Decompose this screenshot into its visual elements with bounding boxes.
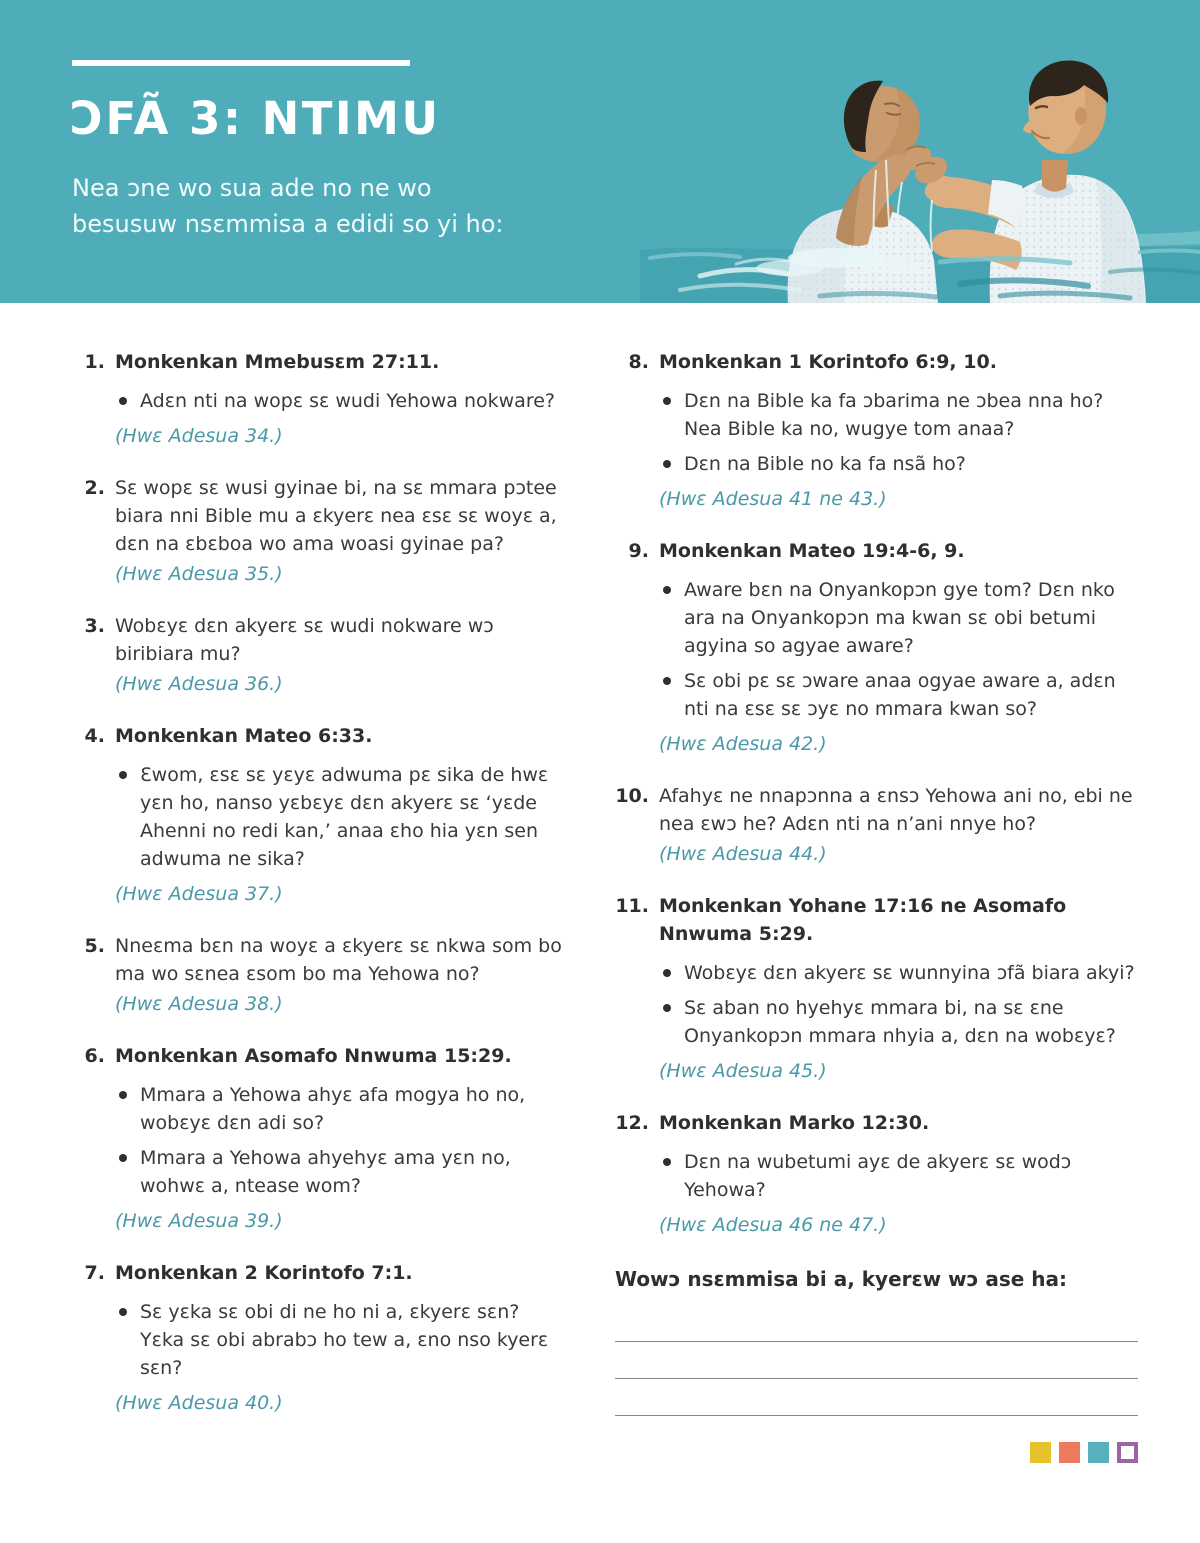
questions-area bbox=[0, 303, 1200, 1463]
bullet-text: Wobɛyɛ dɛn akyerɛ sɛ wunnyina ɔfã biara akyi? bbox=[684, 962, 1135, 984]
study-reference: (Hwɛ Adesua 42.) bbox=[659, 733, 827, 755]
bullet-icon bbox=[119, 771, 127, 779]
question-title: Monkenkan Mateo 19:4-6, 9. bbox=[659, 540, 965, 562]
study-reference: (Hwɛ Adesua 44.) bbox=[659, 843, 827, 865]
question-9 bbox=[615, 537, 1138, 758]
question-bullet bbox=[115, 387, 565, 415]
page-title: ƆFÃ 3: NTIMU bbox=[70, 92, 441, 145]
question-number: 7. bbox=[84, 1262, 105, 1284]
color-swatch-teal bbox=[1088, 1442, 1109, 1463]
bullet-text: Sɛ aban no hyehyɛ mmara bi, na sɛ ɛne Onyankopɔn mmara nhyia a, dɛn na wobɛyɛ? bbox=[684, 997, 1116, 1047]
study-reference: (Hwɛ Adesua 45.) bbox=[659, 1060, 827, 1082]
subtitle-line-2: besusuw nsɛmmisa a edidi so yi ho: bbox=[72, 210, 504, 238]
color-swatch-coral bbox=[1059, 1442, 1080, 1463]
study-reference: (Hwɛ Adesua 39.) bbox=[115, 1210, 283, 1232]
bullet-icon bbox=[119, 397, 127, 405]
question-bullet bbox=[115, 1081, 565, 1137]
question-number: 6. bbox=[84, 1045, 105, 1067]
question-bullet bbox=[115, 761, 565, 873]
question-text: Nneɛma bɛn na woyɛ a ɛkyerɛ sɛ nkwa som bo ma wo sɛnea ɛsom bo ma Yehowa no? bbox=[115, 935, 562, 985]
question-bullet bbox=[659, 576, 1138, 660]
question-2 bbox=[71, 474, 565, 588]
bullet-text: Aware bɛn na Onyankopɔn gye tom? Dɛn nko ara na Onyankopɔn ma kwan sɛ obi betumi agyina so agyae aware? bbox=[684, 579, 1115, 657]
lesson-color-swatches bbox=[615, 1442, 1138, 1463]
question-7 bbox=[71, 1259, 565, 1417]
question-title: Monkenkan Mateo 6:33. bbox=[115, 725, 373, 747]
question-number: 3. bbox=[84, 615, 105, 637]
question-bullet bbox=[659, 450, 1138, 478]
study-reference: (Hwɛ Adesua 46 ne 47.) bbox=[659, 1214, 887, 1236]
study-reference: (Hwɛ Adesua 41 ne 43.) bbox=[659, 488, 887, 510]
question-bullet bbox=[115, 1298, 565, 1382]
question-bullet bbox=[659, 994, 1138, 1050]
bullet-icon bbox=[119, 1308, 127, 1316]
write-prompt: Wowɔ nsɛmmisa bi a, kyerɛw wɔ ase ha: bbox=[615, 1267, 1068, 1291]
answer-line[interactable] bbox=[615, 1305, 1138, 1342]
bullet-text: Mmara a Yehowa ahyehyɛ ama yɛn no, wohwɛ a, ntease wom? bbox=[140, 1147, 511, 1197]
bullet-icon bbox=[119, 1154, 127, 1162]
question-1 bbox=[71, 348, 565, 450]
question-4 bbox=[71, 722, 565, 908]
question-number: 1. bbox=[84, 351, 105, 373]
answer-line[interactable] bbox=[615, 1379, 1138, 1416]
bullet-icon bbox=[663, 1158, 671, 1166]
question-6 bbox=[71, 1042, 565, 1235]
question-number: 5. bbox=[84, 935, 105, 957]
question-number: 2. bbox=[84, 477, 105, 499]
questions-column-left bbox=[71, 348, 565, 1463]
color-swatch-yellow bbox=[1030, 1442, 1051, 1463]
bullet-text: Dɛn na Bible no ka fa nsã ho? bbox=[684, 453, 966, 475]
question-text: Afahyɛ ne nnapɔnna a ɛnsɔ Yehowa ani no, ebi ne nea ɛwɔ he? Adɛn nti na n’ani nnye ho? bbox=[659, 785, 1133, 835]
question-11 bbox=[615, 892, 1138, 1085]
question-bullet bbox=[659, 667, 1138, 723]
question-8 bbox=[615, 348, 1138, 513]
questions-column-right bbox=[615, 348, 1138, 1463]
bullet-text: Dɛn na wubetumi ayɛ de akyerɛ sɛ wodɔ Yehowa? bbox=[684, 1151, 1072, 1201]
question-10 bbox=[615, 782, 1138, 868]
study-reference: (Hwɛ Adesua 40.) bbox=[115, 1392, 283, 1414]
study-reference: (Hwɛ Adesua 37.) bbox=[115, 883, 283, 905]
header-banner bbox=[0, 0, 1200, 303]
bullet-icon bbox=[663, 397, 671, 405]
bullet-text: Sɛ obi pɛ sɛ ɔware anaa ogyae aware a, adɛn nti na ɛsɛ sɛ ɔyɛ no mmara kwan so? bbox=[684, 670, 1116, 720]
color-swatch-outlined-purple bbox=[1117, 1442, 1138, 1463]
bullet-text: Dɛn na Bible ka fa ɔbarima ne ɔbea nna ho? Nea Bible ka no, wugye tom anaa? bbox=[684, 390, 1104, 440]
write-in-section bbox=[615, 1265, 1138, 1463]
bullet-icon bbox=[119, 1091, 127, 1099]
question-title: Monkenkan Mmebusɛm 27:11. bbox=[115, 351, 440, 373]
question-title: Monkenkan Yohane 17:16 ne Asomafo Nnwuma 5:29. bbox=[659, 895, 1067, 945]
question-5 bbox=[71, 932, 565, 1018]
question-bullet bbox=[659, 387, 1138, 443]
page-subtitle bbox=[72, 170, 503, 242]
study-reference: (Hwɛ Adesua 34.) bbox=[115, 425, 283, 447]
question-3 bbox=[71, 612, 565, 698]
question-title: Monkenkan 2 Korintofo 7:1. bbox=[115, 1262, 413, 1284]
bullet-icon bbox=[663, 1004, 671, 1012]
question-bullet bbox=[659, 1148, 1138, 1204]
question-number: 12. bbox=[615, 1112, 649, 1134]
question-title: Monkenkan Marko 12:30. bbox=[659, 1112, 930, 1134]
question-bullet bbox=[659, 959, 1138, 987]
bullet-icon bbox=[663, 969, 671, 977]
study-reference: (Hwɛ Adesua 38.) bbox=[115, 993, 283, 1015]
bullet-text: Adɛn nti na wopɛ sɛ wudi Yehowa nokware? bbox=[140, 390, 555, 412]
title-rule bbox=[72, 60, 410, 66]
question-bullet bbox=[115, 1144, 565, 1200]
bullet-icon bbox=[663, 460, 671, 468]
question-text: Sɛ wopɛ sɛ wusi gyinae bi, na sɛ mmara pɔtee biara nni Bible mu a ɛkyerɛ nea ɛsɛ sɛ woyɛ a, dɛn na ɛbɛboa wo ama woasi gyinae pa? bbox=[115, 477, 557, 555]
study-reference: (Hwɛ Adesua 35.) bbox=[115, 563, 283, 585]
question-title: Monkenkan Asomafo Nnwuma 15:29. bbox=[115, 1045, 512, 1067]
answer-line[interactable] bbox=[615, 1342, 1138, 1379]
question-number: 10. bbox=[615, 785, 649, 807]
subtitle-line-1: Nea ɔne wo sua ade no ne wo bbox=[72, 174, 432, 202]
bullet-icon bbox=[663, 677, 671, 685]
question-number: 4. bbox=[84, 725, 105, 747]
bullet-icon bbox=[663, 586, 671, 594]
bullet-text: Ɛwom, ɛsɛ sɛ yɛyɛ adwuma pɛ sika de hwɛ yɛn ho, nanso yɛbɛyɛ dɛn akyerɛ sɛ ‘yɛde Ahenni no redi kan,’ anaa ɛho hia yɛn sen adwuma ne sika? bbox=[140, 764, 549, 870]
question-number: 8. bbox=[628, 351, 649, 373]
question-title: Monkenkan 1 Korintofo 6:9, 10. bbox=[659, 351, 997, 373]
question-12 bbox=[615, 1109, 1138, 1239]
question-text: Wobɛyɛ dɛn akyerɛ sɛ wudi nokware wɔ biribiara mu? bbox=[115, 615, 494, 665]
study-reference: (Hwɛ Adesua 36.) bbox=[115, 673, 283, 695]
question-number: 9. bbox=[628, 540, 649, 562]
bullet-text: Sɛ yɛka sɛ obi di ne ho ni a, ɛkyerɛ sɛn? Yɛka sɛ obi abrabɔ ho tew a, ɛno nso kyerɛ sɛn? bbox=[140, 1301, 549, 1379]
bullet-text: Mmara a Yehowa ahyɛ afa mogya ho no, wobɛyɛ dɛn adi so? bbox=[140, 1084, 526, 1134]
baptism-illustration bbox=[640, 0, 1200, 303]
question-number: 11. bbox=[615, 895, 649, 917]
